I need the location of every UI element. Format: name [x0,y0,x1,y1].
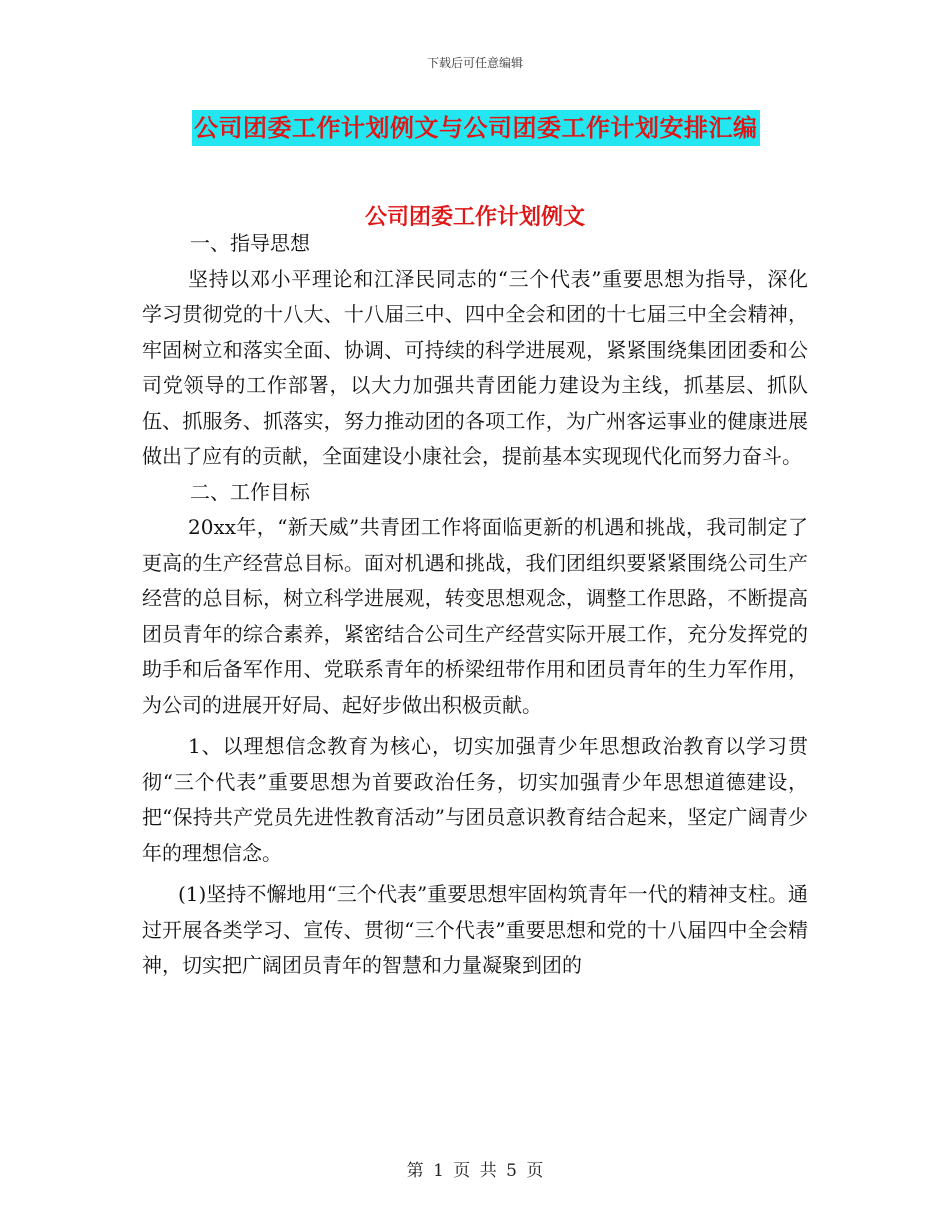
document-body [142,222,808,984]
section-title: 公司团委工作计划例文 [364,204,585,230]
document-main-title: 公司团委工作计划例文与公司团委工作计划安排汇编 [192,110,760,146]
page-footer: 第 1 页 共 5 页 [406,1161,544,1181]
paragraph-item-1-1: (1)坚持不懈地用“三个代表”重要思想牢固构筑青年一代的精神支柱。通过开展各类学习、宣传、贯彻“三个代表”重要思想和党的十八届四中全会精神，切实把广阔团员青年的智慧和力量凝聚到团的 [142,882,808,977]
heading-guiding-ideology: 一、指导思想 [190,231,310,255]
header-note: 下载后可任意编辑 [426,56,523,70]
heading-work-goals: 二、工作目标 [190,479,310,504]
paragraph-work-goals: 20xx年，“新天威”共青团工作将面临更新的机遇和挑战，我司制定了更高的生产经营总目标。面对机遇和挑战，我们团组织要紧紧围绕公司生产经营的总目标，树立科学进展观，转变思想观念，调整工作思路，不断提高团员青年的综合素养，紧密结合公司生产经营实际开展工作，充分发挥党的助手和后备军作用、党联系青年的桥梁纽带作用和团员青年的生力军作用，为公司的进展开好局、起好步做出积极贡献。 [142,515,808,717]
paragraph-guiding-ideology: 坚持以邓小平理论和江泽民同志的“三个代表”重要思想为指导，深化学习贯彻党的十八大、十八届三中、四中全会和团的十七届三中全会精神，牢固树立和落实全面、协调、可持续的科学进展观，紧紧围绕集团团委和公司党领导的工作部署，以大力加强共青团能力建设为主线，抓基层、抓队伍、抓服务、抓落实，努力推动团的各项工作，为广州客运事业的健康进展做出了应有的贡献，全面建设小康社会，提前基本实现现代化而努力奋斗。 [142,266,808,468]
paragraph-item-1: 1、以理想信念教育为核心，切实加强青少年思想政治教育以学习贯彻“三个代表”重要思想为首要政治任务，切实加强青少年思想道德建设，把“保持共产党员先进性教育活动”与团员意识教育结合起来，坚定广阔青少年的理想信念。 [142,734,808,865]
